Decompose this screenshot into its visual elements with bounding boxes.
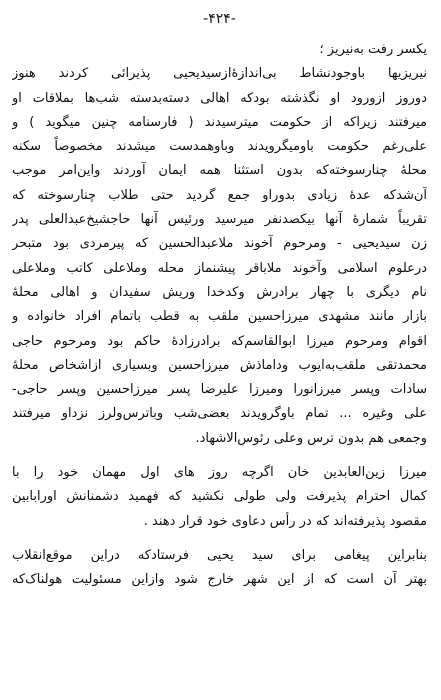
text-line: نیریزیها باوجودنشاط بی‌اندازهٔ‌ازسیدیحیی پذیرائی کردند هنوز <box>12 66 427 82</box>
text-line: سادات وپسر میرزانورا ومیرزا علیرضا پسر میرزاحسین وپسر حاجی- <box>12 382 427 398</box>
text-line: کمال احترام پذیرفت ولی طولی نکشید که فهمید دشمنانش اورابابین <box>12 489 427 505</box>
page-number: -۴۲۴- <box>203 11 236 27</box>
paragraph-3 <box>12 544 427 593</box>
text-line: دوروز ازورود او نگذشته بودکه اهالی دسته‌بدسته شب‌ها بملاقات او <box>12 90 427 106</box>
text-line: مقصود پذیرفته‌اند که در رأس دعاوی خود قرار دهند . <box>143 513 427 529</box>
paragraph-2 <box>12 461 427 534</box>
text-line: محلهٔ چنارسوخته‌که بدون استثنا همه ایمان آوردند واین‌امر موجب <box>12 163 427 179</box>
text-line: درعلوم اسلامی وآخوند ملاباقر پیشنماز محله وملاعلی کاتب وملاعلی <box>12 260 427 276</box>
body-text <box>12 38 427 593</box>
text-line: علی وغیره ... تمام باوگرویدند بعضی‌شب وبا‌ترس‌ولرز نزداو میرفتند <box>12 406 427 422</box>
paragraph-gap <box>12 451 427 461</box>
text-line: علی‌رغم حکومت باومیگرویدند وباوهمدست میشدند مخصوصاً سکنه <box>12 139 427 155</box>
text-line: بنابراین پیغامی برای سید یحیی فرستادکه دراین موقع‌انقلاب <box>12 547 427 563</box>
text-line: میرزا زین‌العابدین خان اگرچه روز های اول مهمان خود را با <box>12 465 427 481</box>
text-line: زن سیدیحیی - ومرحوم آخوند ملاعبدالحسین که پیرمردی بود متبحر <box>12 236 427 252</box>
text-line: بازار مانند مشهدی میرزاحسین ملقب به قطب باتمام افراد خانواده و <box>12 309 427 325</box>
text-line: بهتر آن است که از این شهر خارج شود وازاین مسئولیت هولناک‌که <box>12 572 427 588</box>
paragraph-1 <box>12 38 427 451</box>
text-line: آن‌شدکه عدهٔ زیادی بدوراو جمع گردید حتی طلاب چنارسوخته که <box>12 187 427 203</box>
text-line: وجمعی هم بدون ترس وعلی رئوس‌الاشهاد. <box>195 430 427 446</box>
text-line: تقریباً شمارهٔ آنها بیکصدنفر میرسید ورئیس آنها حاجشیخ‌عبدالعلی پدر <box>12 212 427 228</box>
text-line: اقوام ومرحوم میرزا ابوالقاسم‌که برادرزادهٔ حاکم بود ومرحوم حاجی <box>12 333 427 349</box>
text-line: میرفتند زیراکه از حکومت میترسیدند ( فارسنامه چنین میگوید ) و <box>12 114 427 130</box>
text-line: محمدتقی ملقب‌به‌ایوب وداماذش میرزاحسین وبسیاری ازاشخاص محلهٔ <box>12 357 427 373</box>
text-line: نام دیگری با چهار برادرش وکدخدا وریش سفیدان و اهالی محلهٔ <box>12 284 427 300</box>
paragraph-gap <box>12 534 427 544</box>
text-line: یکسر رفت به‌نیریز ؛ <box>319 42 427 57</box>
